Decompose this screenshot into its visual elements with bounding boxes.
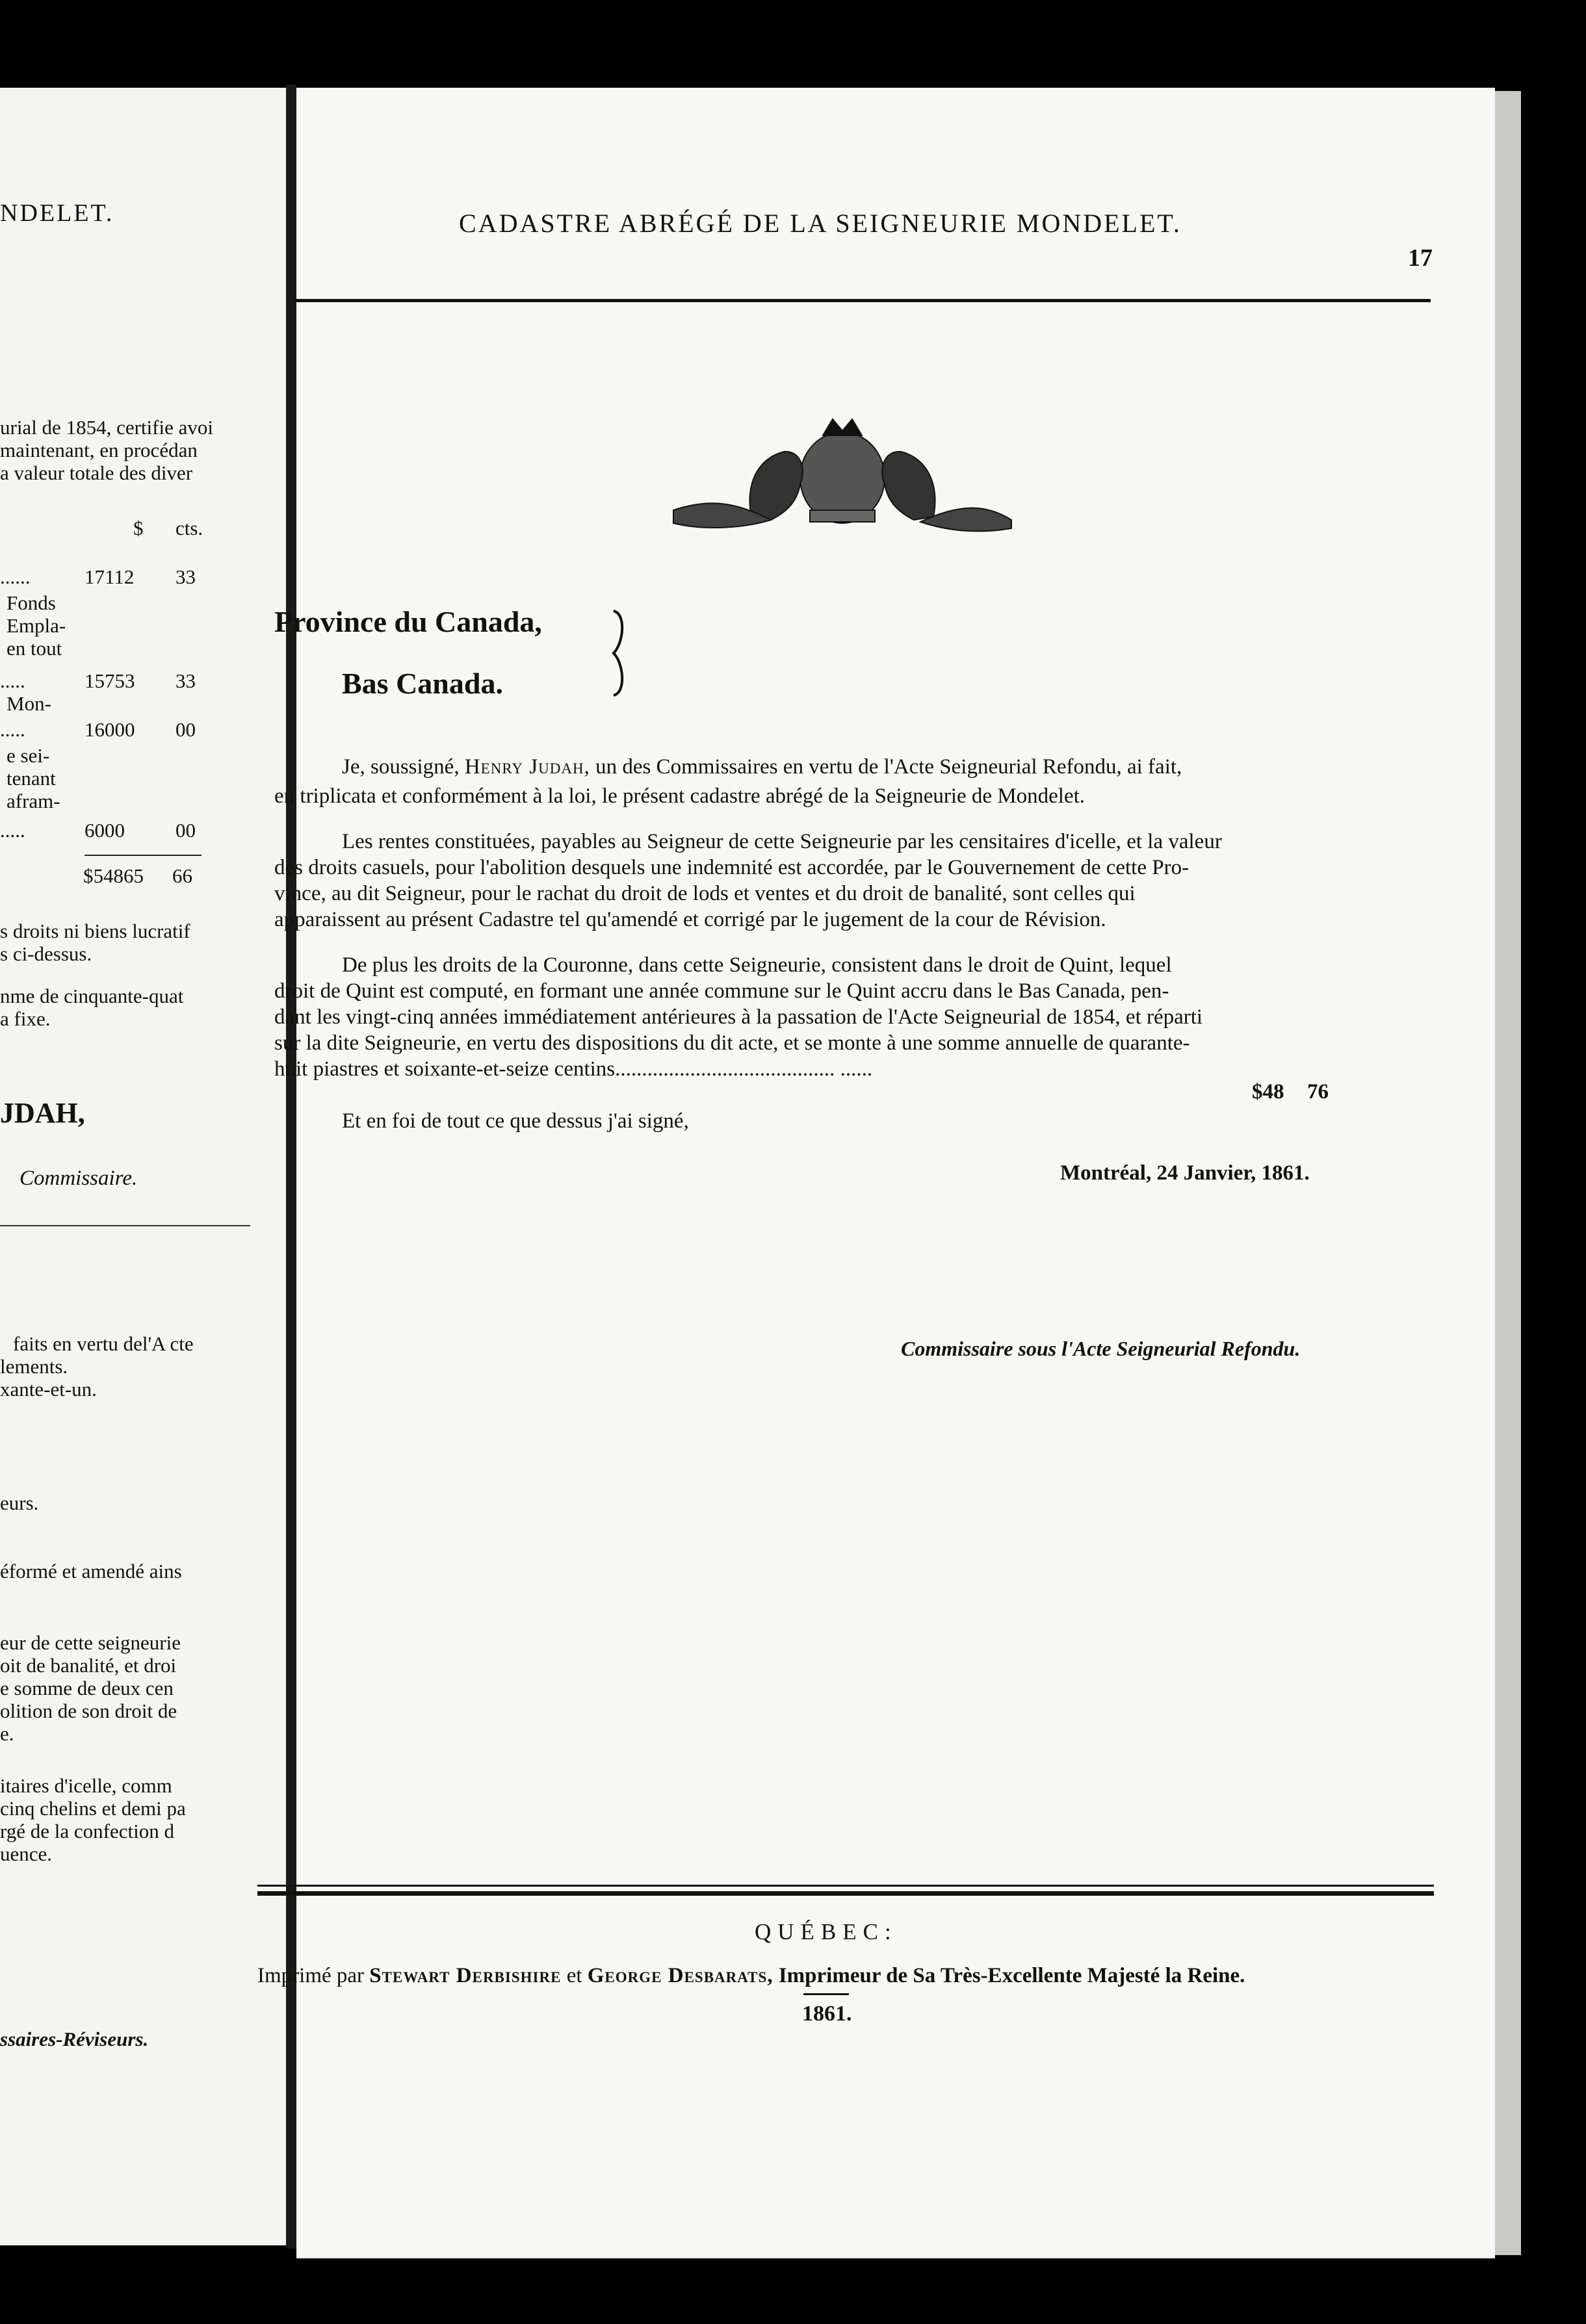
para3-line: dant les vingt-cinq années immédiatement antérieures à la passation de l'Acte Seigneurial de 1854, et réparti xyxy=(274,1005,1203,1029)
right-page xyxy=(257,88,1495,2258)
imprint-rule-thick xyxy=(257,1891,1434,1896)
printer-name-1: Stewart Derbishire xyxy=(369,1964,562,1987)
province-line-2: Bas Canada. xyxy=(342,667,503,700)
left-text-line: oit de banalité, et droi xyxy=(0,1654,177,1677)
cents-column-head: cts. xyxy=(176,517,203,539)
left-divider xyxy=(0,1225,250,1226)
commissioner-name: Henry Judah, xyxy=(464,755,590,779)
left-footer-signature: ssaires-Réviseurs. xyxy=(0,2028,149,2050)
imprint-city: QUÉBEC: xyxy=(755,1919,898,1944)
para3-line: De plus les droits de la Couronne, dans cette Seigneurie, consistent dans le droit de Quint, lequel xyxy=(342,953,1172,977)
table-row-label: en tout xyxy=(6,637,62,660)
para3-line: huit piastres et soixante-et-seize centins......................................... ...... xyxy=(274,1057,873,1081)
para1-line2: en triplicata et conformément à la loi, le présent cadastre abrégé de la Seigneurie de Mondelet. xyxy=(274,784,1086,808)
imprint-short-rule xyxy=(803,1993,849,1995)
place-date: Montréal, 24 Janvier, 1861. xyxy=(1060,1161,1310,1185)
left-text-line: e. xyxy=(0,1722,14,1745)
table-row-label: Mon- xyxy=(6,692,51,715)
table-row-label: ..... xyxy=(0,819,25,842)
header-rule xyxy=(296,299,1431,302)
imprint-text: et xyxy=(566,1964,582,1987)
left-text-line: maintenant, en procédan xyxy=(0,439,198,461)
left-page-fragment xyxy=(0,88,286,2245)
table-row-dollars: 15753 xyxy=(84,669,135,692)
imprint-rule-top xyxy=(257,1885,1434,1887)
commissioner-title: Commissaire sous l'Acte Seigneurial Refondu. xyxy=(901,1337,1301,1360)
table-row-cents: 33 xyxy=(176,669,196,692)
table-row-label: Fonds xyxy=(6,591,56,614)
table-row-dollars: 17112 xyxy=(84,565,135,588)
table-row-cents: 00 xyxy=(176,819,196,842)
imprint-text: Imprimeur de Sa Très-Excellente Majesté la Reine. xyxy=(778,1964,1245,1987)
table-row-cents: 33 xyxy=(176,565,196,588)
total-cents: 66 xyxy=(172,864,192,887)
page-number: 17 xyxy=(1408,244,1433,272)
left-text-line: éformé et amendé ains xyxy=(0,1560,182,1582)
left-text-line: olition de son droit de xyxy=(0,1699,177,1722)
left-signature-name: JDAH, xyxy=(0,1097,85,1129)
para2-line: vince, au dit Seigneur, pour le rachat du droit de lods et ventes et du droit de banalité, sont celles qui xyxy=(274,882,1136,905)
imprint-text: Imprimé par xyxy=(257,1964,365,1987)
table-row-label: afram- xyxy=(6,790,60,812)
left-text-line: a fixe. xyxy=(0,1007,51,1030)
left-text-line: lements. xyxy=(0,1355,68,1378)
brace-icon xyxy=(607,608,633,699)
left-text-line: a valeur totale des diver xyxy=(0,461,193,484)
left-running-head: NDELET. xyxy=(0,200,114,227)
total-dollars: $54865 xyxy=(83,864,144,887)
royal-arms-icon xyxy=(660,406,1024,536)
table-row-label: e sei- xyxy=(6,744,50,767)
dollars-column-head: $ xyxy=(133,517,144,539)
table-row-dollars: 16000 xyxy=(84,718,135,741)
table-row-label: tenant xyxy=(6,767,56,790)
left-text-line: xante-et-un. xyxy=(0,1378,97,1401)
para3-line: droit de Quint est computé, en formant une année commune sur le Quint accru dans le Bas Canada, pen- xyxy=(274,979,1169,1003)
para2-line: apparaissent au présent Cadastre tel qu'amendé et corrigé par le jugement de la cour de Révision. xyxy=(274,908,1106,931)
para3-line: sur la dite Seigneurie, en vertu des dispositions du dit acte, et se monte à une somme annuelle de quarante- xyxy=(274,1031,1190,1055)
imprint-year: 1861. xyxy=(802,2002,852,2026)
printer-name-2: George Desbarats, xyxy=(587,1964,774,1987)
para4: Et en foi de tout ce que dessus j'ai signé, xyxy=(342,1109,689,1133)
table-row-label: ...... xyxy=(0,565,31,588)
province-line-1: Province du Canada, xyxy=(274,605,542,638)
left-text-line: itaires d'icelle, comm xyxy=(0,1774,172,1797)
left-text-line: cinq chelins et demi pa xyxy=(0,1797,186,1820)
imprint-line xyxy=(257,1963,1245,1989)
table-row-cents: 00 xyxy=(176,718,196,741)
running-head: CADASTRE ABRÉGÉ DE LA SEIGNEURIE MONDELET. xyxy=(459,209,1182,238)
table-row-label: Empla- xyxy=(6,614,66,637)
left-text-line: uence. xyxy=(0,1842,53,1865)
left-text-line: e somme de deux cen xyxy=(0,1677,174,1699)
table-row-label: ..... xyxy=(0,669,25,692)
left-text-line: rgé de la confection d xyxy=(0,1820,174,1842)
para1-text: Je, soussigné, xyxy=(342,755,460,779)
left-text-line: eurs. xyxy=(0,1491,39,1514)
page-gutter xyxy=(286,84,296,2249)
table-row-dollars: 6000 xyxy=(84,819,125,842)
table-row-label: ..... xyxy=(0,718,25,741)
page-edge xyxy=(1495,91,1521,2255)
left-signature-title: Commissaire. xyxy=(20,1167,138,1190)
left-text-line: s ci-dessus. xyxy=(0,942,92,965)
left-text-line: urial de 1854, certifie avoi xyxy=(0,416,213,439)
left-text-line: faits en vertu del'A cte xyxy=(13,1332,194,1355)
total-rule xyxy=(84,855,202,856)
para2-line: des droits casuels, pour l'abolition desquels une indemnité est accordée, par le Gouvernement de cette Pro- xyxy=(274,856,1190,879)
left-text-line: nme de cinquante-quat xyxy=(0,985,184,1007)
para2-line: Les rentes constituées, payables au Seigneur de cette Seigneurie par les censitaires d'icelle, et la valeur xyxy=(342,830,1222,853)
para1-line1 xyxy=(342,754,1182,780)
left-text-line: s droits ni biens lucratif xyxy=(0,920,190,942)
amount-dollars: $48 xyxy=(1252,1080,1284,1104)
para1-text: un des Commissaires en vertu de l'Acte Seigneurial Refondu, ai fait, xyxy=(595,755,1182,779)
amount-cents: 76 xyxy=(1307,1080,1329,1104)
left-text-line: eur de cette seigneurie xyxy=(0,1631,181,1654)
